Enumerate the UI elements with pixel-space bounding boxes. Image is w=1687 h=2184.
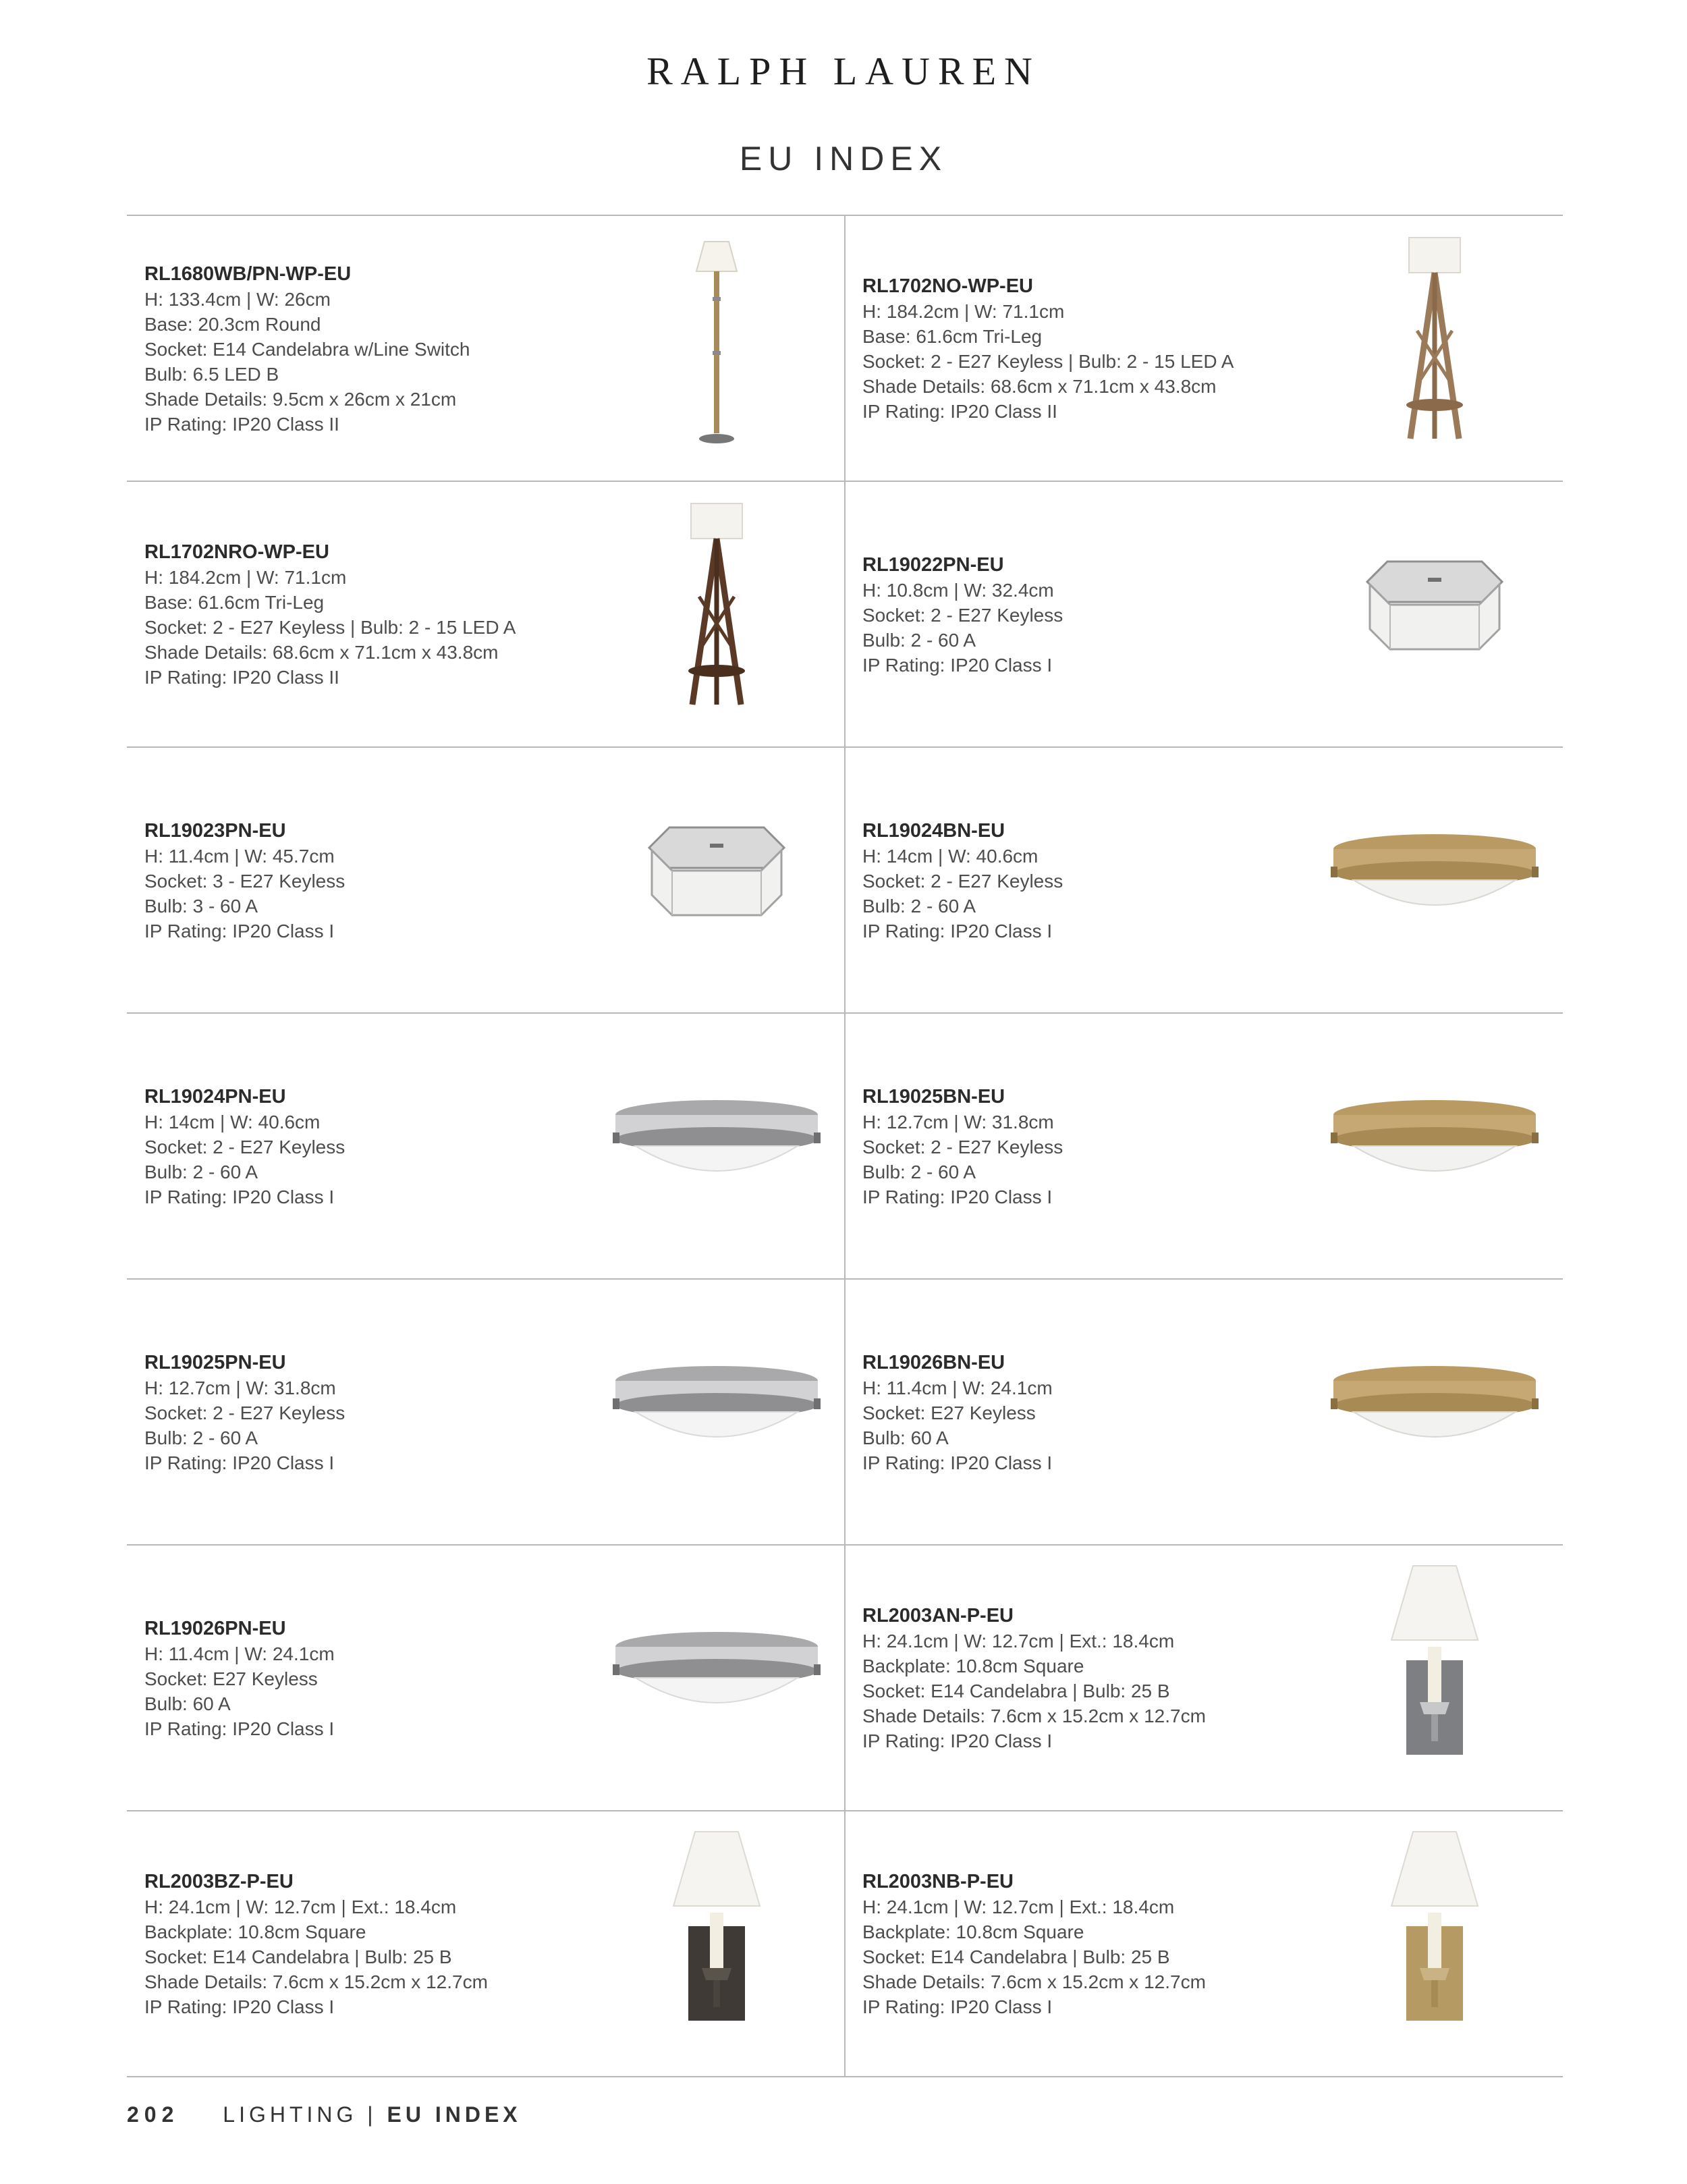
product-specs <box>144 482 516 748</box>
spec-line: Shade Details: 68.6cm x 71.1cm x 43.8cm <box>144 642 499 663</box>
wall-sconce-bronze-icon <box>609 1811 825 2077</box>
spec-line: Socket: 2 - E27 Keyless | Bulb: 2 - 15 LED A <box>862 351 1234 372</box>
spec-line: H: 24.1cm | W: 12.7cm | Ext.: 18.4cm <box>862 1631 1175 1651</box>
spec-line: Bulb: 2 - 60 A <box>862 895 976 917</box>
spec-line: Backplate: 10.8cm Square <box>862 1921 1084 1942</box>
spec-line: Bulb: 6.5 LED B <box>144 363 279 385</box>
spec-line: Bulb: 2 - 60 A <box>144 1427 258 1448</box>
product-entry <box>845 1280 1563 1546</box>
product-entry <box>127 1546 845 1811</box>
product-specs <box>144 1546 335 1811</box>
floor-lamp-slim-icon <box>609 216 825 482</box>
product-grid <box>127 215 1563 2077</box>
product-sku: RL2003BZ-P-EU <box>144 1871 294 1892</box>
page-number: 202 <box>127 2102 179 2127</box>
spec-line: Socket: E27 Keyless <box>144 1668 318 1689</box>
spec-line: Backplate: 10.8cm Square <box>862 1656 1084 1676</box>
spec-line: Bulb: 3 - 60 A <box>144 895 258 917</box>
product-entry <box>845 216 1563 482</box>
wall-sconce-nickel-icon <box>1327 1546 1543 1811</box>
product-sku: RL19023PN-EU <box>144 819 286 842</box>
nickel-flush-mount-icon <box>609 1546 825 1811</box>
spec-line: H: 184.2cm | W: 71.1cm <box>144 567 347 588</box>
spec-line: H: 11.4cm | W: 45.7cm <box>144 845 335 867</box>
spec-line: IP Rating: IP20 Class I <box>862 654 1053 676</box>
nickel-flush-mount-icon <box>609 1014 825 1280</box>
spec-line: H: 14cm | W: 40.6cm <box>144 1111 321 1132</box>
product-sku: RL1680WB/PN-WP-EU <box>144 263 352 285</box>
product-sku: RL2003AN-P-EU <box>862 1605 1014 1627</box>
spec-line: Bulb: 60 A <box>862 1427 949 1448</box>
brand-logo: RALPH LAUREN <box>646 49 1041 93</box>
product-sku: RL19026BN-EU <box>862 1351 1005 1373</box>
product-entry <box>127 1014 845 1280</box>
spec-line: H: 14cm | W: 40.6cm <box>862 845 1039 867</box>
product-specs <box>144 216 470 482</box>
spec-line: IP Rating: IP20 Class II <box>144 413 339 435</box>
spec-line: Bulb: 60 A <box>144 1693 231 1714</box>
spec-line: IP Rating: IP20 Class I <box>144 1718 335 1739</box>
product-entry <box>845 748 1563 1014</box>
spec-line: IP Rating: IP20 Class II <box>862 401 1057 422</box>
spec-line: H: 12.7cm | W: 31.8cm <box>144 1377 336 1398</box>
brass-flush-mount-icon <box>1327 1014 1543 1280</box>
product-specs <box>144 1811 488 2077</box>
spec-line: IP Rating: IP20 Class I <box>144 1186 335 1207</box>
product-specs <box>862 216 1234 482</box>
spec-line: H: 24.1cm | W: 12.7cm | Ext.: 18.4cm <box>862 1896 1175 1917</box>
product-entry <box>845 1014 1563 1280</box>
spec-line: Base: 61.6cm Tri-Leg <box>862 326 1043 347</box>
product-sku: RL19024PN-EU <box>144 1085 286 1108</box>
spec-line: IP Rating: IP20 Class I <box>862 1452 1053 1473</box>
spec-line: IP Rating: IP20 Class I <box>862 1186 1053 1207</box>
spec-line: IP Rating: IP20 Class I <box>144 1996 335 2017</box>
spec-line: H: 133.4cm | W: 26cm <box>144 288 331 310</box>
spec-line: Socket: 2 - E27 Keyless <box>144 1402 345 1423</box>
brass-flush-mount-icon <box>1327 1280 1543 1546</box>
spec-line: H: 11.4cm | W: 24.1cm <box>862 1377 1053 1398</box>
brass-flush-mount-icon <box>1327 748 1543 1014</box>
spec-line: IP Rating: IP20 Class I <box>862 1996 1053 2017</box>
spec-line: Socket: 2 - E27 Keyless <box>862 604 1063 626</box>
product-specs <box>144 748 345 1014</box>
spec-line: Base: 20.3cm Round <box>144 313 321 335</box>
spec-line: Socket: 2 - E27 Keyless <box>862 1136 1063 1157</box>
spec-line: H: 11.4cm | W: 24.1cm <box>144 1643 335 1664</box>
product-sku: RL1702NRO-WP-EU <box>144 541 329 563</box>
hexagon-flush-mount-icon <box>1327 482 1543 748</box>
product-sku: RL19025PN-EU <box>144 1351 286 1373</box>
spec-line: H: 12.7cm | W: 31.8cm <box>862 1111 1054 1132</box>
footer-subsection: EU INDEX <box>387 2102 522 2127</box>
hexagon-flush-mount-icon <box>609 748 825 1014</box>
spec-line: Bulb: 2 - 60 A <box>144 1161 258 1182</box>
product-entry <box>845 482 1563 748</box>
spec-line: Shade Details: 7.6cm x 15.2cm x 12.7cm <box>862 1705 1206 1726</box>
spec-line: Socket: E14 Candelabra | Bulb: 25 B <box>144 1946 452 1967</box>
product-entry <box>845 1546 1563 1811</box>
wall-sconce-brass-icon <box>1327 1811 1543 2077</box>
spec-line: H: 24.1cm | W: 12.7cm | Ext.: 18.4cm <box>144 1896 457 1917</box>
spec-line: H: 184.2cm | W: 71.1cm <box>862 301 1065 322</box>
spec-line: Socket: 2 - E27 Keyless | Bulb: 2 - 15 LED A <box>144 617 516 638</box>
spec-line: IP Rating: IP20 Class I <box>862 1730 1053 1751</box>
product-entry <box>845 1811 1563 2077</box>
spec-line: Shade Details: 7.6cm x 15.2cm x 12.7cm <box>144 1971 488 1992</box>
product-entry <box>127 482 845 748</box>
product-entry <box>127 216 845 482</box>
spec-line: Bulb: 2 - 60 A <box>862 629 976 651</box>
product-specs <box>862 482 1063 748</box>
product-specs <box>862 1811 1206 2077</box>
spec-line: Socket: E14 Candelabra w/Line Switch <box>144 338 470 360</box>
spec-line: Bulb: 2 - 60 A <box>862 1161 976 1182</box>
spec-line: H: 10.8cm | W: 32.4cm <box>862 579 1054 601</box>
spec-line: Socket: E14 Candelabra | Bulb: 25 B <box>862 1946 1170 1967</box>
spec-line: Shade Details: 7.6cm x 15.2cm x 12.7cm <box>862 1971 1206 1992</box>
product-specs <box>144 1280 345 1546</box>
product-sku: RL2003NB-P-EU <box>862 1871 1014 1892</box>
product-specs <box>144 1014 345 1280</box>
product-specs <box>862 1546 1206 1811</box>
nickel-flush-mount-icon <box>609 1280 825 1546</box>
floor-lamp-trileg-dark-icon <box>609 482 825 748</box>
spec-line: Shade Details: 9.5cm x 26cm x 21cm <box>144 388 457 410</box>
product-entry <box>127 748 845 1014</box>
product-sku: RL19025BN-EU <box>862 1085 1005 1108</box>
product-entry <box>127 1280 845 1546</box>
spec-line: Socket: E27 Keyless <box>862 1402 1036 1423</box>
product-entry <box>127 1811 845 2077</box>
spec-line: IP Rating: IP20 Class I <box>144 920 335 941</box>
page-title: EU INDEX <box>739 140 948 178</box>
spec-line: Socket: 3 - E27 Keyless <box>144 870 345 892</box>
product-sku: RL19026PN-EU <box>144 1617 286 1639</box>
product-specs <box>862 748 1063 1014</box>
spec-line: IP Rating: IP20 Class II <box>144 667 339 688</box>
spec-line: Socket: 2 - E27 Keyless <box>862 870 1063 892</box>
spec-line: IP Rating: IP20 Class I <box>144 1452 335 1473</box>
spec-line: Socket: E14 Candelabra | Bulb: 25 B <box>862 1681 1170 1701</box>
footer-section: LIGHTING <box>223 2102 358 2127</box>
product-sku: RL1702NO-WP-EU <box>862 275 1033 297</box>
product-specs <box>862 1280 1053 1546</box>
spec-line: Backplate: 10.8cm Square <box>144 1921 366 1942</box>
footer-separator: | <box>367 2102 377 2127</box>
page-footer <box>127 2102 522 2127</box>
spec-line: Base: 61.6cm Tri-Leg <box>144 592 325 613</box>
spec-line: Shade Details: 68.6cm x 71.1cm x 43.8cm <box>862 376 1217 397</box>
spec-line: Socket: 2 - E27 Keyless <box>144 1136 345 1157</box>
product-sku: RL19024BN-EU <box>862 819 1005 842</box>
spec-line: IP Rating: IP20 Class I <box>862 920 1053 941</box>
floor-lamp-trileg-oak-icon <box>1327 216 1543 482</box>
product-specs <box>862 1014 1063 1280</box>
product-sku: RL19022PN-EU <box>862 553 1004 576</box>
